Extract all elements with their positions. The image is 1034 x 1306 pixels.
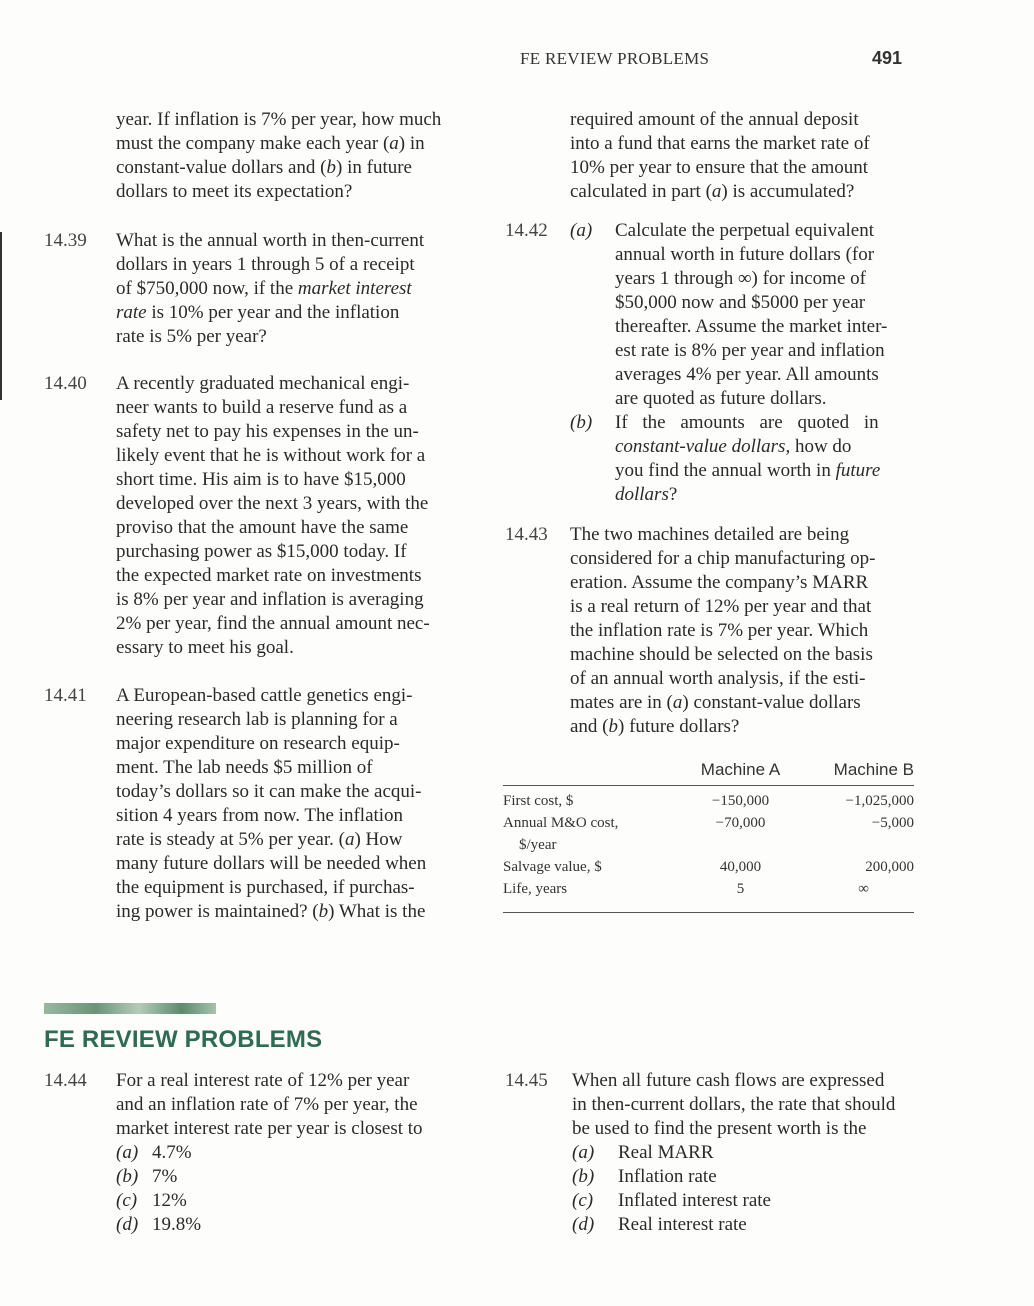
text-line: be used to find the present worth is the (572, 1118, 867, 1139)
italic-term: market interest (297, 278, 412, 299)
table-header-row (503, 755, 914, 786)
option-label: (d) (572, 1214, 595, 1235)
text-run: ) future dollars? (618, 716, 740, 737)
text-line: are quoted as future dollars. (615, 388, 827, 409)
option-a (116, 1141, 192, 1165)
text-line: A recently graduated mechanical engi- (116, 373, 410, 394)
text-line (570, 715, 915, 739)
problem-number: 14.43 (505, 524, 548, 545)
table-cell: 40,000 (719, 859, 762, 875)
text-run: ) How (354, 829, 403, 850)
option-label: (d) (116, 1214, 139, 1235)
table-cell: ∞ (858, 881, 869, 897)
text-line: safety net to pay his expenses in the un- (116, 421, 419, 442)
option-c (572, 1189, 771, 1213)
text-line: sition 4 years from now. The inflation (116, 805, 404, 826)
text-line: neering research lab is planning for a (116, 709, 398, 730)
text-run: ) is accumulated? (721, 181, 855, 202)
machines-table (503, 755, 914, 913)
option-label: (c) (572, 1190, 594, 1211)
text-line (615, 435, 915, 459)
text-line: major expenditure on research equip- (116, 733, 400, 754)
text-line: 10% per year to ensure that the amount (570, 157, 869, 178)
problem-14-39 (116, 229, 456, 349)
problem-14-41-continuation (570, 108, 915, 204)
option-text: Inflation rate (618, 1166, 717, 1187)
text-line: the inflation rate is 7% per year. Which (570, 620, 869, 641)
table-cell: 5 (736, 881, 745, 897)
text-line: essary to meet his goal. (116, 637, 294, 658)
italic-term: constant-value dollars, (615, 436, 791, 457)
option-list (116, 1141, 461, 1237)
option-b (116, 1165, 178, 1189)
italic-term: dollars (615, 484, 669, 505)
option-label: (a) (116, 1142, 139, 1163)
option-label: (a) (572, 1142, 595, 1163)
text-line: the equipment is purchased, if purchas- (116, 877, 415, 898)
problem-number: 14.45 (505, 1070, 548, 1091)
table-row (503, 786, 914, 813)
text-run: mates are in ( (570, 692, 673, 713)
table-row (503, 856, 914, 878)
problem-number: 14.44 (44, 1070, 87, 1091)
text-line: is a real return of 12% per year and that (570, 596, 872, 617)
table-cell (503, 812, 678, 856)
part-text (615, 411, 915, 507)
table-row (503, 878, 914, 913)
binding-edge-mark (0, 232, 2, 400)
problem-14-44 (116, 1069, 461, 1237)
italic-term: future (835, 460, 881, 481)
text-line: est rate is 8% per year and inflation (615, 340, 885, 361)
option-a (572, 1141, 714, 1165)
text-line: The two machines detailed are being (570, 524, 850, 545)
table-header-cell (503, 755, 678, 786)
text-run: ) constant-value dollars (682, 692, 861, 713)
problem-14-40 (116, 372, 456, 660)
text-run: ) What is the (328, 901, 426, 922)
option-d (572, 1213, 747, 1237)
option-list (572, 1141, 917, 1237)
text-line (116, 156, 454, 180)
option-text: 19.8% (152, 1214, 202, 1235)
text-line: $50,000 now and $5000 per year (615, 292, 866, 313)
text-run: you find the annual worth in (615, 460, 836, 481)
text-line: machine should be selected on the basis (570, 644, 873, 665)
text-line: developed over the next 3 years, with the (116, 493, 429, 514)
table-cell: Life, years (503, 881, 568, 897)
problem-14-43 (570, 523, 915, 739)
text-line: When all future cash flows are expressed (572, 1070, 885, 1091)
text-run: how do (790, 436, 852, 457)
section-title: FE REVIEW PROBLEMS (44, 1026, 323, 1053)
part-label: (a) (570, 220, 593, 241)
text-line (615, 459, 915, 483)
option-text: 12% (152, 1190, 187, 1211)
text-run: ing power is maintained? ( (116, 901, 319, 922)
part-label: b (608, 716, 619, 737)
table-cell: −5,000 (871, 815, 914, 831)
option-text: Real MARR (618, 1142, 714, 1163)
option-text: 7% (152, 1166, 178, 1187)
part-label: b (318, 901, 329, 922)
table-cell: −70,000 (715, 815, 766, 831)
text-run: ) in (398, 133, 425, 154)
option-d (116, 1213, 202, 1237)
text-line: ment. The lab needs $5 million of (116, 757, 373, 778)
cell-line: $/year (519, 837, 557, 853)
problem-number: 14.42 (505, 220, 548, 241)
text-line: required amount of the annual deposit (570, 109, 859, 130)
part-label: a (389, 133, 399, 154)
text-line (615, 483, 915, 507)
text-run: calculated in part ( (570, 181, 712, 202)
cell-line: Annual M&O cost, (503, 815, 619, 831)
option-label: (b) (572, 1166, 595, 1187)
text-line: short time. His aim is to have $15,000 (116, 469, 406, 490)
text-line: If the amounts are quoted in (615, 412, 879, 433)
text-line: market interest rate per year is closest to (116, 1118, 423, 1139)
running-head: FE REVIEW PROBLEMS (520, 49, 710, 68)
option-text: 4.7% (152, 1142, 192, 1163)
text-line: the expected market rate on investments (116, 565, 422, 586)
table-header-cell: Machine B (833, 760, 914, 779)
problem-14-38-continuation (116, 108, 454, 204)
text-run: and ( (570, 716, 609, 737)
part-label: b (326, 157, 337, 178)
text-run: constant-value dollars and ( (116, 157, 327, 178)
text-line: years 1 through ∞) for income of (615, 268, 866, 289)
text-line (570, 180, 915, 204)
text-line: likely event that he is without work for a (116, 445, 426, 466)
part-label: (b) (570, 412, 593, 433)
text-line: in then-current dollars, the rate that should (572, 1094, 896, 1115)
text-line: thereafter. Assume the market inter- (615, 316, 888, 337)
part-label: a (344, 829, 355, 850)
part-label: a (672, 692, 683, 713)
text-line (116, 277, 456, 301)
part-label: a (711, 181, 722, 202)
problem-14-42 (570, 219, 915, 509)
text-line: dollars to meet its expectation? (116, 181, 353, 202)
problem-14-41 (116, 684, 456, 924)
text-line: averages 4% per year. All amounts (615, 364, 879, 385)
text-run: is 10% per year and the inflation (146, 302, 400, 323)
text-line: proviso that the amount have the same (116, 517, 409, 538)
text-line: What is the annual worth in then-current (116, 230, 425, 251)
section-decoration-bar (44, 1003, 216, 1014)
option-c (116, 1189, 187, 1213)
text-line: many future dollars will be needed when (116, 853, 427, 874)
text-line (116, 900, 456, 924)
text-line: eration. Assume the company’s MARR (570, 572, 869, 593)
text-run: rate is steady at 5% per year. ( (116, 829, 345, 850)
text-line: For a real interest rate of 12% per year (116, 1070, 410, 1091)
text-run: must the company make each year ( (116, 133, 390, 154)
table-header-cell: Machine A (700, 760, 781, 779)
text-line (116, 132, 454, 156)
table-row (503, 812, 914, 856)
problem-number: 14.40 (44, 373, 87, 394)
option-label: (b) (116, 1166, 139, 1187)
text-line: 2% per year, find the annual amount nec- (116, 613, 430, 634)
text-line: A European-based cattle genetics engi- (116, 685, 413, 706)
problem-number: 14.39 (44, 230, 87, 251)
text-line: dollars in years 1 through 5 of a receipt (116, 254, 415, 275)
text-line: considered for a chip manufacturing op- (570, 548, 876, 569)
option-text: Real interest rate (618, 1214, 747, 1235)
text-line: Calculate the perpetual equivalent (615, 220, 875, 241)
text-line: neer wants to build a reserve fund as a (116, 397, 408, 418)
text-line: year. If inflation is 7% per year, how much (116, 109, 442, 130)
text-line: is 8% per year and inflation is averaging (116, 589, 424, 610)
page-number: 491 (872, 48, 903, 68)
text-run: ? (668, 484, 678, 505)
text-line: today’s dollars so it can make the acqui- (116, 781, 422, 802)
text-line: annual worth in future dollars (for (615, 244, 875, 265)
table-cell: −150,000 (711, 793, 770, 809)
text-line: rate is 5% per year? (116, 326, 267, 347)
text-line: and an inflation rate of 7% per year, the (116, 1094, 418, 1115)
part-text (615, 219, 915, 411)
text-run: ) in future (336, 157, 412, 178)
text-line (570, 691, 915, 715)
problem-number: 14.41 (44, 685, 87, 706)
table-cell: First cost, $ (503, 793, 574, 809)
text-line: into a fund that earns the market rate of (570, 133, 870, 154)
text-line (116, 828, 456, 852)
option-text: Inflated interest rate (618, 1190, 771, 1211)
text-run: of $750,000 now, if the (116, 278, 298, 299)
option-label: (c) (116, 1190, 138, 1211)
table-cell: −1,025,000 (845, 793, 914, 809)
problem-14-45 (572, 1069, 917, 1237)
text-line: of an annual worth analysis, if the esti- (570, 668, 866, 689)
table-cell: Salvage value, $ (503, 859, 602, 875)
text-line (116, 301, 456, 325)
table-cell: 200,000 (865, 859, 914, 875)
italic-term: rate (116, 302, 147, 323)
option-b (572, 1165, 717, 1189)
text-line: purchasing power as $15,000 today. If (116, 541, 407, 562)
